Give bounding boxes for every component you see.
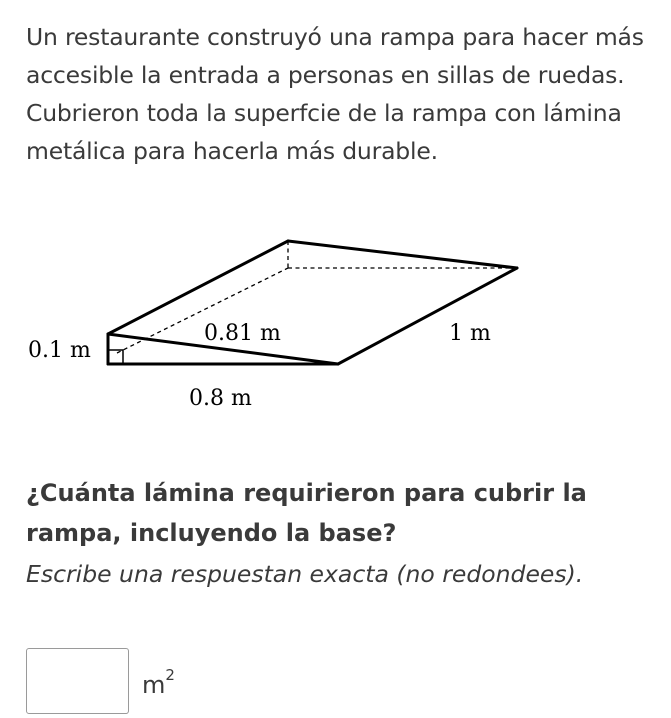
right-slope-edge [338, 268, 517, 364]
right-angle-marker [108, 350, 123, 364]
hypotenuse-label: 0.81 m [204, 321, 281, 346]
answer-row [26, 648, 326, 718]
ramp-figure [0, 222, 671, 422]
question-prompt: ¿Cuánta lámina requirieron para cubrir la rampa, incluyendo la base? [26, 479, 587, 547]
height-label: 0.1 m [28, 338, 91, 363]
answer-instruction: Escribe una respuestan exacta (no redondees). [26, 560, 584, 588]
unit-exponent: 2 [165, 666, 175, 684]
unit-base: m [142, 671, 166, 699]
width-label: 1 m [449, 321, 491, 346]
answer-input[interactable] [26, 648, 129, 714]
problem-statement: Un restaurante construyó una rampa para hacer más accesible la entrada a personas en sillas de ruedas. Cubrieron toda la superfcie de la rampa con lámina metálica para hacerla más durable. [26, 23, 644, 165]
answer-unit [142, 666, 175, 699]
base-label: 0.8 m [189, 386, 252, 411]
top-back-edge [288, 241, 517, 268]
ramp-prism-diagram [0, 222, 671, 422]
